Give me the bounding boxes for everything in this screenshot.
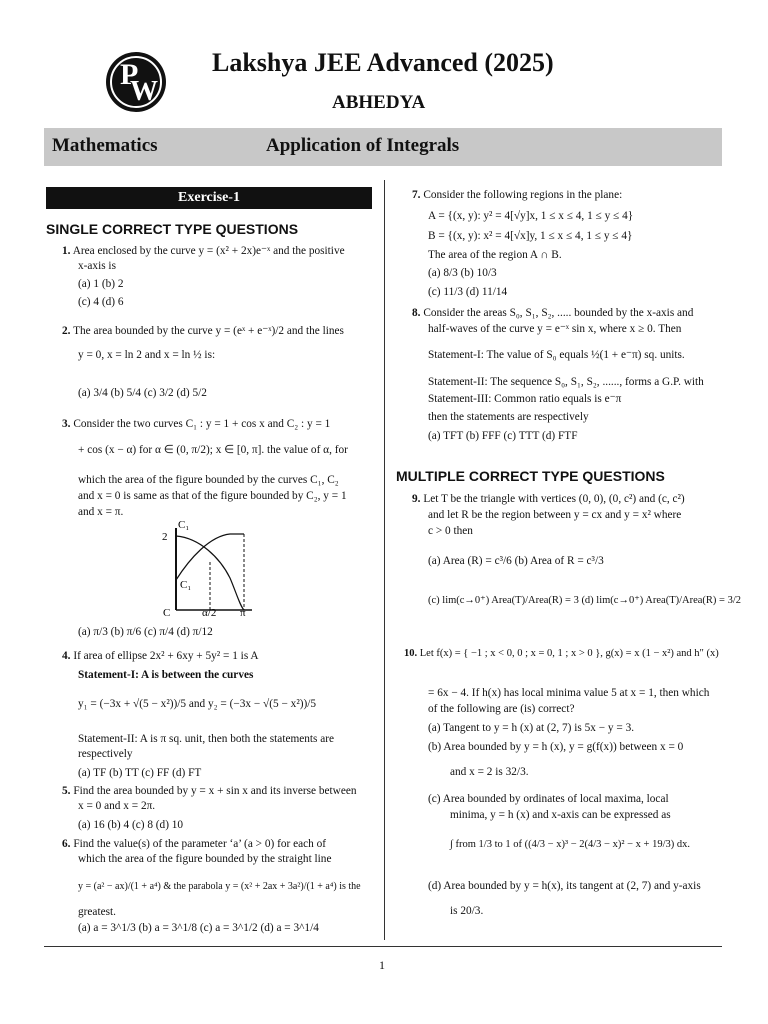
column-divider	[384, 180, 385, 940]
q7-line: 7. Consider the following regions in the plane:	[412, 189, 623, 201]
graph-y-label: 2	[162, 531, 168, 543]
q2-line: 2. The area bounded by the curve y = (eˣ + e⁻ˣ)/2 and the lines	[62, 325, 344, 337]
logo-letter-p: P	[120, 58, 139, 91]
q4-line: 4. If area of ellipse 2x² + 6xy + 5y² = 1 is A	[62, 650, 259, 662]
q10-option-d: is 20/3.	[450, 905, 484, 917]
q10-option-d: (d) Area bounded by y = h(x), its tangent at (2, 7) and y-axis	[428, 880, 701, 892]
q10-option-a: (a) Tangent to y = h (x) at (2, 7) is 5x − y = 3.	[428, 722, 635, 734]
page-subtitle: ABHEDYA	[332, 92, 426, 113]
q9-options: (c) lim(c→0⁺) Area(T)/Area(R) = 3 (d) lim(c→0⁺) Area(T)/Area(R) = 3/2	[428, 595, 742, 606]
page-number: 1	[379, 958, 385, 972]
multiple-correct-heading: MULTIPLE CORRECT TYPE QUESTIONS	[396, 468, 665, 484]
q5-line: x = 0 and x = 2π.	[78, 800, 156, 812]
q1-options: (c) 4 (d) 6	[78, 296, 124, 308]
page-title: Lakshya JEE Advanced (2025)	[212, 48, 554, 77]
q3-line: and x = 0 is same as that of the figure bounded by C₂, y = 1	[78, 490, 347, 502]
q6-line: which the area of the figure bounded by the straight line	[78, 853, 332, 865]
q3-line: + cos (x − α) for α ∈ (0, π/2); x ∈ [0, π]. the value of α, for	[78, 444, 348, 456]
q10-option-c-integral: ∫ from 1/3 to 1 of ((4/3 − x)³ − 2(4/3 − x)² − x + 19/3) dx.	[450, 839, 691, 850]
subject-band	[44, 128, 722, 166]
q2-line: y = 0, x = ln 2 and x = ln ½ is:	[78, 349, 216, 361]
q9-options: (a) Area (R) = c³/6 (b) Area of R = c³/3	[428, 555, 604, 567]
logo-letter-w: W	[130, 76, 158, 107]
q7-options: (c) 11/3 (d) 11/14	[428, 286, 508, 298]
q10-line: = 6x − 4. If h(x) has local minima value 5 at x = 1, then which	[428, 687, 710, 699]
q9-line: and let R be the region between y = cx and y = x² where	[428, 509, 682, 521]
q4-formula: y₁ = (−3x + √(5 − x²))/5 and y₂ = (−3x − √(5 − x²))/5	[78, 698, 317, 710]
q4-line: respectively	[78, 748, 133, 760]
q3-line: 3. Consider the two curves C₁ : y = 1 + cos x and C₂ : y = 1	[62, 418, 331, 430]
q1-line: 1. Area enclosed by the curve y = (x² + 2x)e⁻ˣ and the positive	[62, 245, 345, 257]
single-correct-heading: SINGLE CORRECT TYPE QUESTIONS	[46, 221, 299, 237]
q10-option-c: minima, y = h (x) and x-axis can be expressed as	[450, 809, 671, 821]
q6-line: greatest.	[78, 906, 116, 918]
q3-graph	[160, 518, 270, 618]
q4-statement-1: Statement-I: A is between the curves	[78, 669, 254, 681]
q6-options: (a) a = 3^1/3 (b) a = 3^1/8 (c) a = 3^1/2 (d) a = 3^1/4	[78, 922, 319, 934]
q8-statement-2: Statement-II: The sequence S₀, S₁, S₂, ......, forms a G.P. with	[428, 376, 704, 388]
q4-options: (a) TF (b) TT (c) FF (d) FT	[78, 767, 202, 779]
q7-set-a: A = {(x, y): y² = 4[√y]x, 1 ≤ x ≤ 4, 1 ≤ y ≤ 4}	[428, 210, 634, 222]
q7-options: (a) 8/3 (b) 10/3	[428, 267, 497, 279]
exercise-heading: Exercise-1	[46, 187, 372, 209]
graph-c1-top: C₁	[178, 519, 190, 531]
q8-options: (a) TFT (b) FFF (c) TTT (d) FTF	[428, 430, 578, 442]
q9-line: 9. Let T be the triangle with vertices (0, 0), (0, c²) and (c, c²)	[412, 493, 685, 505]
q4-statement-2: Statement-II: A is π sq. unit, then both the statements are	[78, 733, 335, 745]
q7-set-b: B = {(x, y): x² = 4[√x]y, 1 ≤ x ≤ 4, 1 ≤ y ≤ 4}	[428, 230, 633, 242]
chapter-label: Application of Integrals	[266, 135, 460, 156]
q10-option-c: (c) Area bounded by ordinates of local maxima, local	[428, 793, 669, 805]
pw-logo	[106, 52, 166, 112]
q8-line: then the statements are respectively	[428, 411, 589, 423]
q8-statement-1: Statement-I: The value of S₀ equals ½(1 + e⁻π) sq. units.	[428, 349, 685, 361]
q3-line: and x = π.	[78, 506, 124, 518]
q7-line: The area of the region A ∩ B.	[428, 249, 562, 261]
q9-line: c > 0 then	[428, 525, 473, 537]
q10-line: 10. Let f(x) = { −1 ; x < 0, 0 ; x = 0, 1 ; x > 0 }, g(x) = x (1 − x²) and h″ (x)	[404, 648, 719, 659]
q1-options: (a) 1 (b) 2	[78, 278, 124, 290]
q8-line: half-waves of the curve y = e⁻ˣ sin x, where x ≥ 0. Then	[428, 323, 682, 335]
q1-line: x-axis is	[78, 260, 116, 272]
graph-x-end: π	[240, 607, 246, 618]
graph-origin: C	[163, 607, 171, 618]
subject-label: Mathematics	[52, 135, 158, 156]
graph-x-mid: α/2	[202, 607, 217, 618]
q10-option-b: (b) Area bounded by y = h (x), y = g(f(x)) between x = 0	[428, 741, 684, 753]
q6-line: 6. Find the value(s) of the parameter ‘a’ (a > 0) for each of	[62, 838, 327, 850]
footer-divider	[44, 946, 722, 947]
q5-line: 5. Find the area bounded by y = x + sin x and its inverse between	[62, 785, 357, 797]
graph-c1-mid: C₁	[180, 579, 192, 591]
q5-options: (a) 16 (b) 4 (c) 8 (d) 10	[78, 819, 184, 831]
q6-formula: y = (a² − ax)/(1 + a⁴) & the parabola y = (x² + 2ax + 3a²)/(1 + a⁴) is the	[78, 881, 361, 892]
q8-statement-3: Statement-III: Common ratio equals is e⁻π	[428, 393, 622, 405]
q2-options: (a) 3/4 (b) 5/4 (c) 3/2 (d) 5/2	[78, 387, 207, 399]
q10-option-b: and x = 2 is 32/3.	[450, 766, 529, 778]
q3-line: which the area of the figure bounded by the curves C₁, C₂	[78, 474, 339, 486]
q10-line: of the following are (is) correct?	[428, 703, 575, 715]
q3-options: (a) π/3 (b) π/6 (c) π/4 (d) π/12	[78, 626, 213, 638]
q8-line: 8. Consider the areas S₀, S₁, S₂, ..... bounded by the x-axis and	[412, 307, 694, 319]
